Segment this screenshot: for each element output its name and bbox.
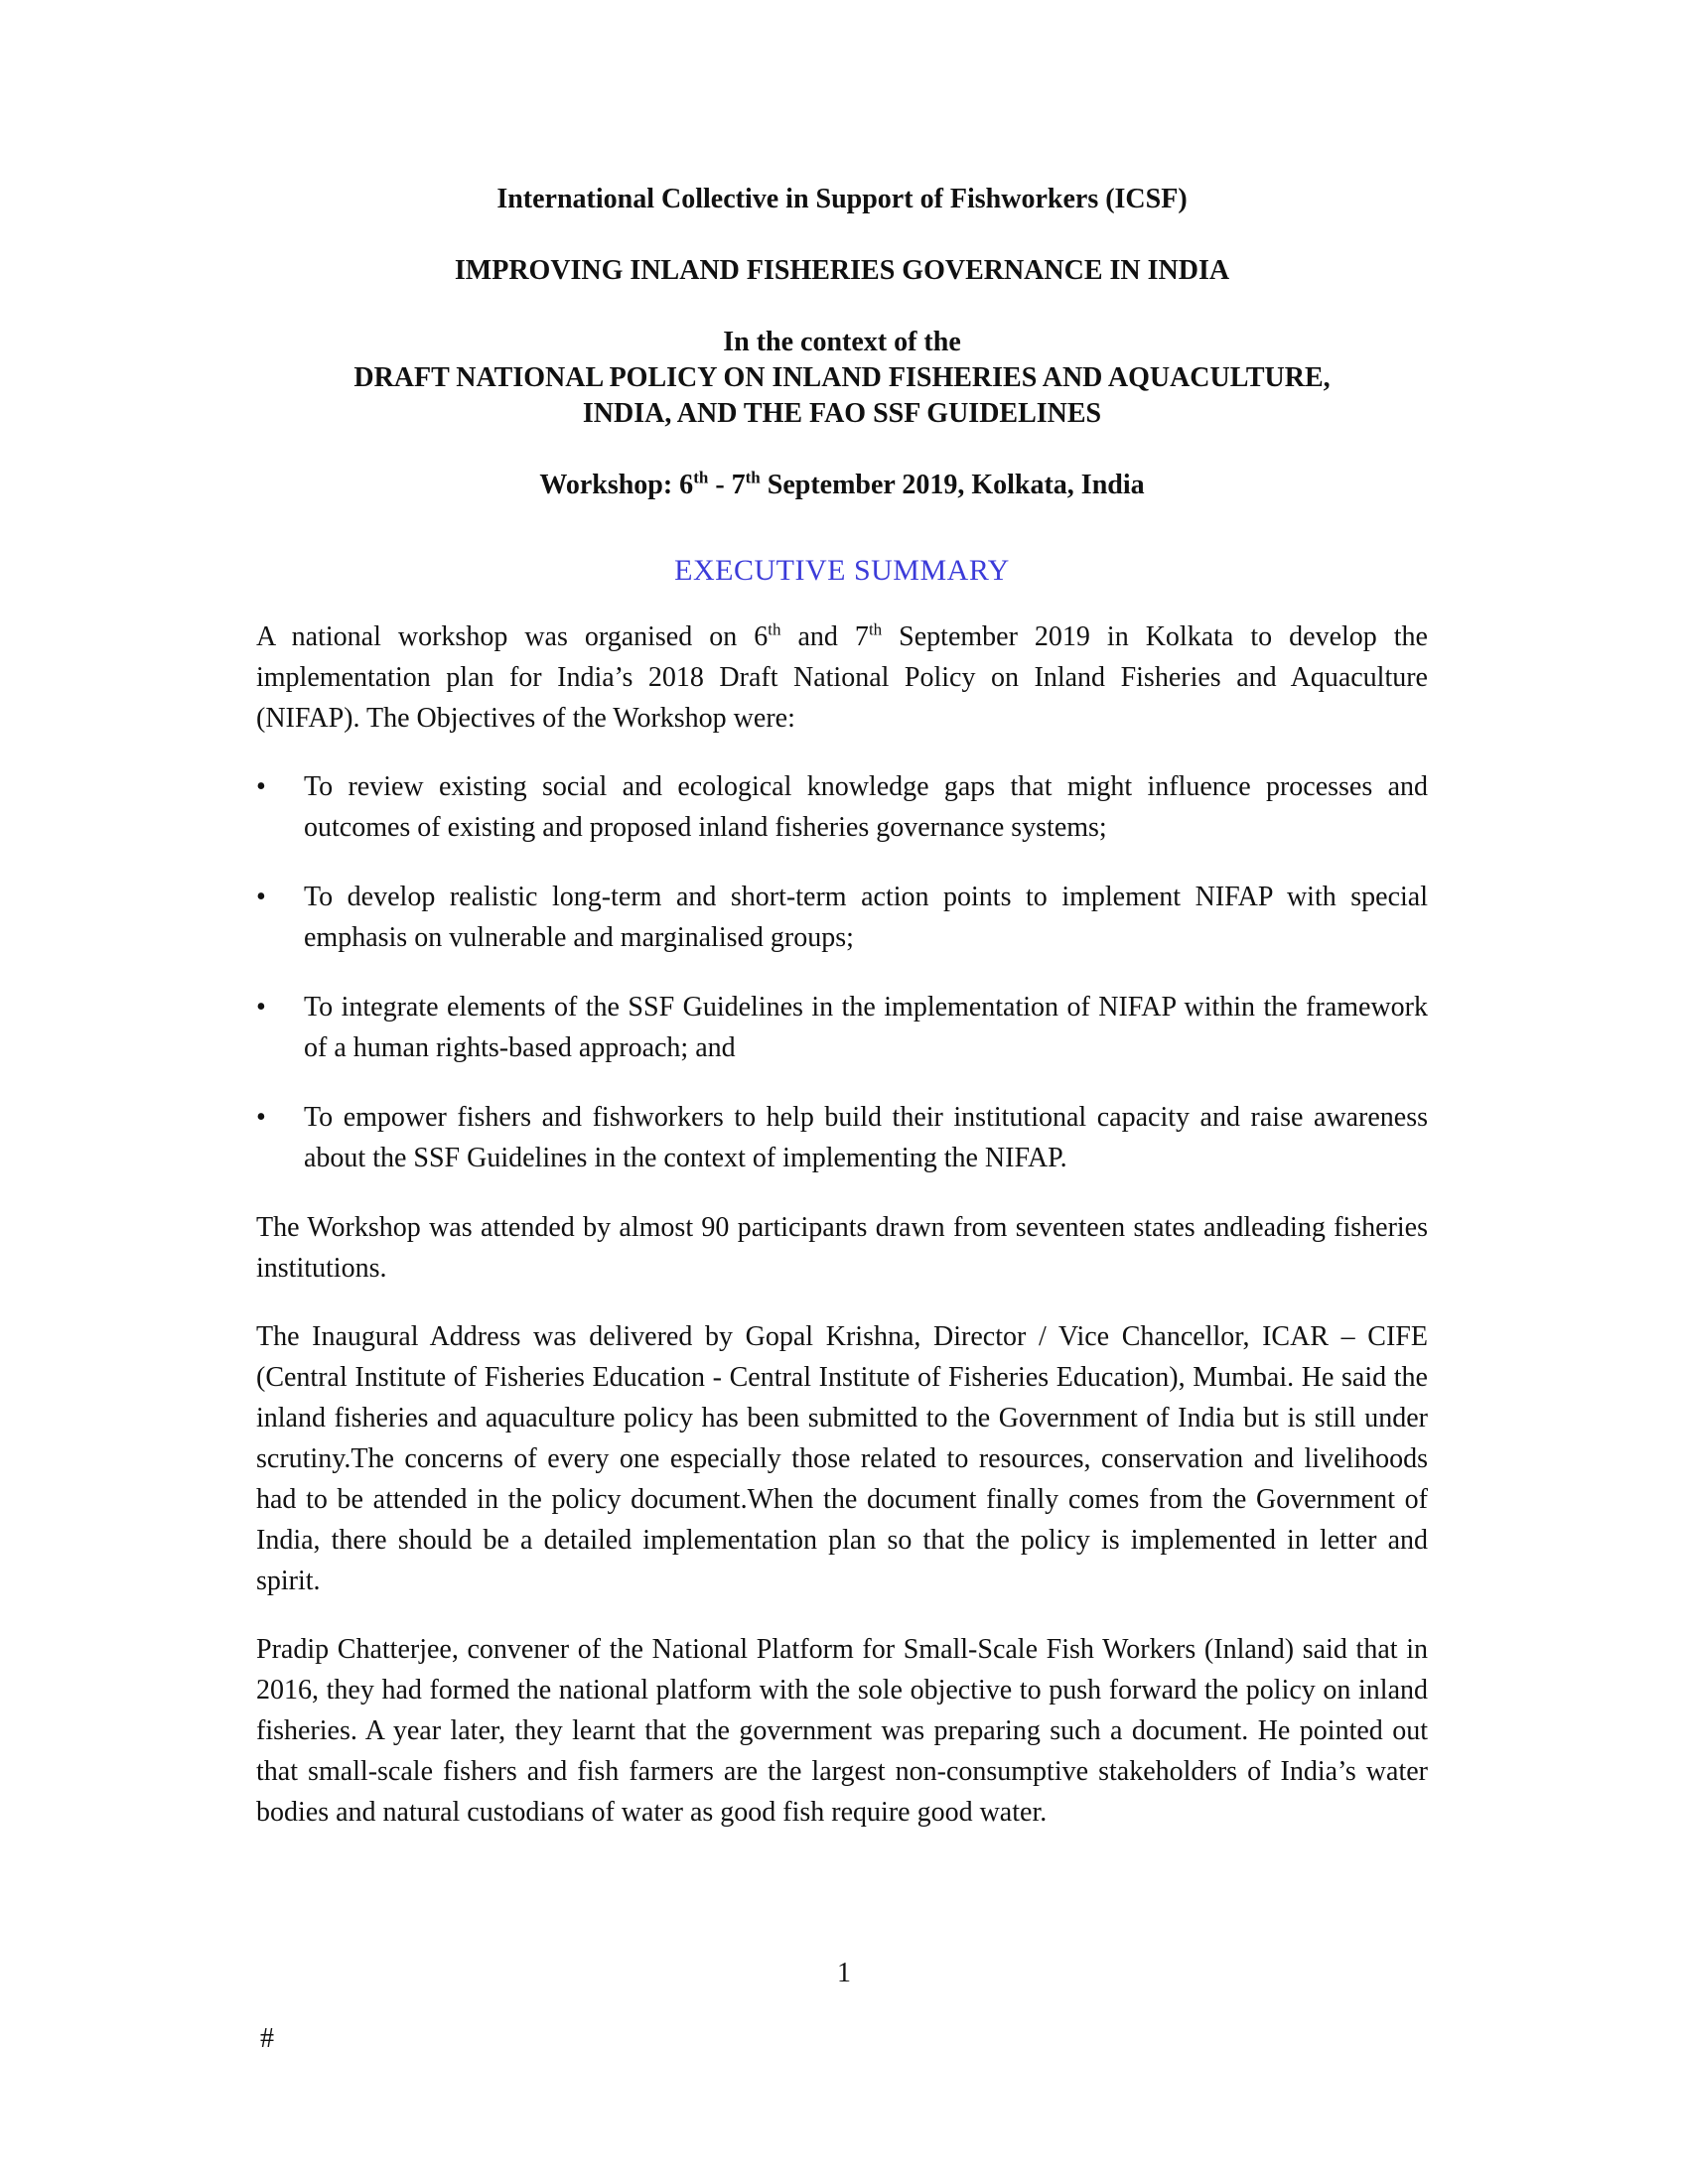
- convener-paragraph: Pradip Chatterjee, convener of the National Platform for Small-Scale Fish Workers (Inland) said that in 2016, they had formed the national platform with the sole objective to push forward the policy on inland fisheries. A year later, they learnt that the government was preparing such a document. He pointed out that small-scale fishers and fish farmers are the largest non-consumptive stakeholders of India’s water bodies and natural custodians of water as good fish require good water.: [256, 1634, 1428, 1828]
- workshop-sup-1: th: [693, 468, 709, 487]
- context-block: [256, 325, 1428, 432]
- workshop-mid: - 7: [708, 470, 746, 500]
- workshop-sup-2: th: [745, 468, 761, 487]
- list-item: [256, 877, 1428, 958]
- bullet-icon: •: [256, 1102, 266, 1133]
- bullet-icon: •: [256, 992, 266, 1023]
- objectives-list: [256, 766, 1428, 1178]
- list-item: [256, 1097, 1428, 1178]
- intro-part-3: September 2019 in Kolkata to develop the implementation plan for India’s 2018 Draft National Policy on Inland Fisheries and Aquaculture (NIFAP). The Objectives of the Workshop were:: [256, 621, 1428, 734]
- intro-sup-1: th: [768, 619, 781, 639]
- bullet-icon: •: [256, 771, 266, 802]
- executive-summary-heading: EXECUTIVE SUMMARY: [674, 554, 1010, 587]
- bullet-icon: •: [256, 882, 266, 912]
- attendance-paragraph: The Workshop was attended by almost 90 participants drawn from seventeen states andleading fisheries institutions.: [256, 1212, 1428, 1284]
- objective-text: To review existing social and ecological knowledge gaps that might influence processes and outcomes of existing and proposed inland fisheries governance systems;: [304, 771, 1428, 843]
- objective-text: To integrate elements of the SSF Guidelines in the implementation of NIFAP within the framework of a human rights-based approach; and: [304, 992, 1428, 1063]
- context-line-1: In the context of the: [723, 327, 961, 357]
- intro-paragraph: [256, 616, 1428, 739]
- objective-text: To empower fishers and fishworkers to help build their institutional capacity and raise awareness about the SSF Guidelines in the context of implementing the NIFAP.: [304, 1102, 1428, 1173]
- intro-part-1: A national workshop was organised on 6: [256, 621, 769, 652]
- workshop-line: [256, 468, 1428, 503]
- inaugural-address-paragraph: The Inaugural Address was delivered by Gopal Krishna, Director / Vice Chancellor, ICAR – CIFE (Central Institute of Fisheries Education - Central Institute of Fisheries Education), Mumbai. He said the inland fisheries and aquaculture policy has been submitted to the Government of India but is still under scrutiny.The concerns of every one especially those related to resources, conservation and livelihoods had to be attended in the policy document.When the document finally comes from the Government of India, there should be a detailed implementation plan so that the policy is implemented in letter and spirit.: [256, 1321, 1428, 1596]
- workshop-prefix: Workshop: 6: [539, 470, 694, 500]
- list-item: [256, 766, 1428, 848]
- intro-part-2: and 7: [780, 621, 869, 652]
- organization-title: International Collective in Support of Fishworkers (ICSF): [496, 184, 1188, 214]
- list-item: [256, 987, 1428, 1068]
- page-content: [256, 182, 1428, 1860]
- intro-sup-2: th: [868, 619, 883, 639]
- workshop-suffix: September 2019, Kolkata, India: [760, 470, 1145, 500]
- context-line-3: INDIA, AND THE FAO SSF GUIDELINES: [582, 398, 1102, 429]
- document-title: IMPROVING INLAND FISHERIES GOVERNANCE IN INDIA: [454, 255, 1230, 286]
- context-line-2: DRAFT NATIONAL POLICY ON INLAND FISHERIES AND AQUACULTURE,: [353, 362, 1331, 393]
- page-number: 1: [837, 1958, 851, 1988]
- objective-text: To develop realistic long-term and short-term action points to implement NIFAP with special emphasis on vulnerable and marginalised groups;: [304, 882, 1428, 953]
- footer-mark: #: [260, 2023, 274, 2054]
